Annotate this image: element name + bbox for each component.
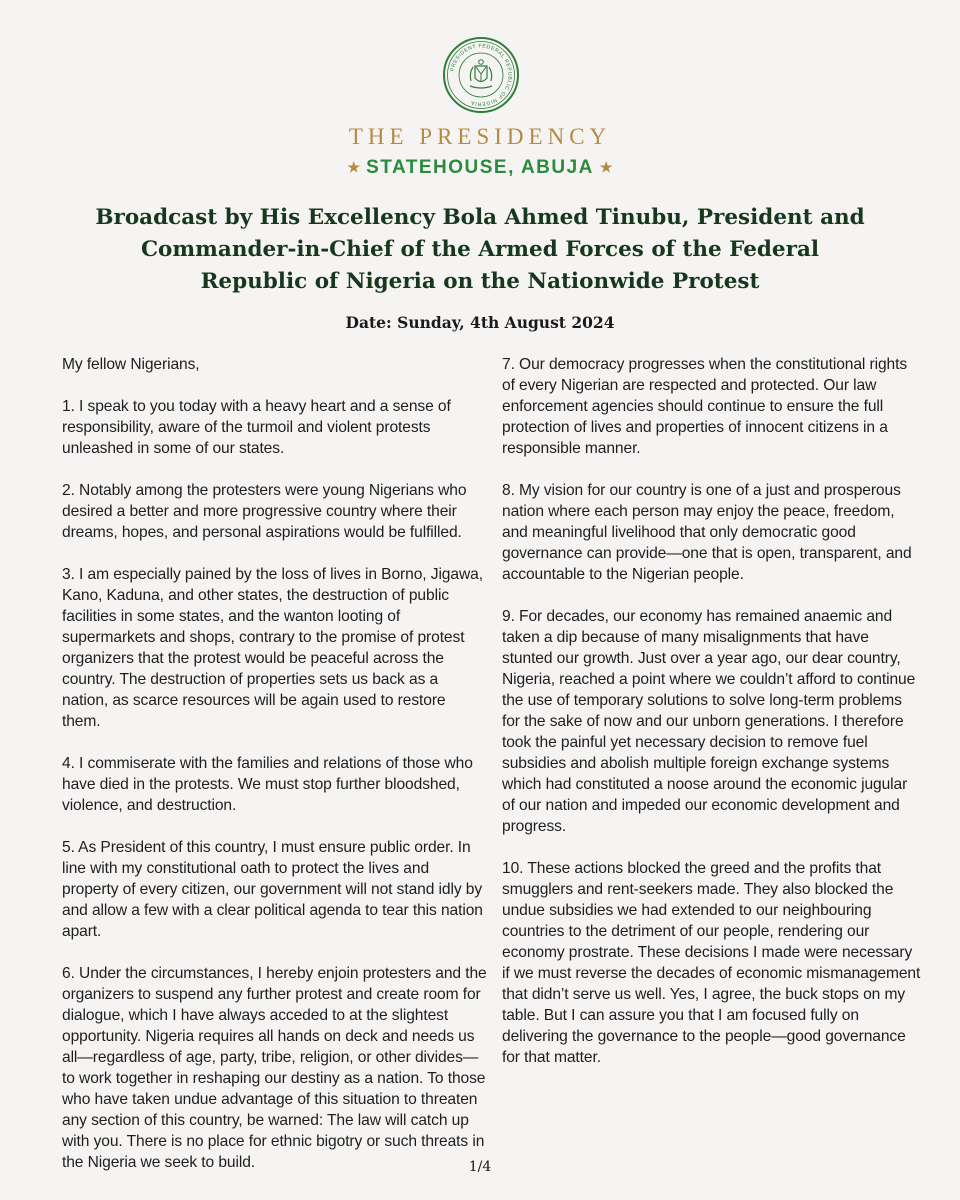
paragraph: 1. I speak to you today with a heavy heart and a sense of responsibility, aware of the turmoil and violent protests unleashed in some of our states. xyxy=(62,398,451,457)
paragraph: 5. As President of this country, I must ensure public order. In line with my constitutional oath to protect the lives and property of every citizen, our government will not stand idly by and allow a few with a clear political agenda to tear this nation apart. xyxy=(62,839,483,940)
statehouse-label: STATEHOUSE, ABUJA xyxy=(366,157,594,178)
coat-of-arms-seal-icon xyxy=(442,36,520,114)
seal-text: PRESIDENT FEDERAL REPUBLIC OF NIGERIA xyxy=(449,43,513,107)
left-column xyxy=(62,354,487,1194)
paragraph: 9. For decades, our economy has remained anaemic and taken a dip because of many misalignments that have stunted our growth. Just over a year ago, our dear country, Nigeria, reached a point where we couldn’t afford to continue the use of temporary solutions to solve long-term problems for the sake of now and our unborn generations. I therefore took the painful yet necessary decision to remove fuel subsidies and abolish multiple foreign exchange systems which had constituted a noose around the economic jugular of our nation and impeded our economic development and progress. xyxy=(502,608,916,835)
paragraph: 3. I am especially pained by the loss of lives in Borno, Jigawa, Kano, Kaduna, and other states, the destruction of public facilities in some states, and the wanton looting of supermarkets and shops, contrary to the promise of protest organizers that the protest would be peaceful across the country. The destruction of properties sets us back as a nation, as scarce resources will be again used to restore them. xyxy=(62,566,483,730)
paragraph: 6. Under the circumstances, I hereby enjoin protesters and the organizers to suspend any further protest and create room for dialogue, which I have always acceded to at the slightest opportunity. Nigeria requires all hands on deck and needs us all—regardless of age, party, tribe, religion, or other divides—to work together in reshaping our destiny as a nation. To those who have taken undue advantage of this situation to threaten any section of this country, be warned: The law will catch up with you. There is no place for ethnic bigotry or such threats in the Nigeria we seek to build. xyxy=(62,965,487,1171)
paragraph: 2. Notably among the protesters were young Nigerians who desired a better and more progressive country where their dreams, hopes, and personal aspirations would be fulfilled. xyxy=(62,482,467,541)
star-icon: ★ xyxy=(599,159,613,175)
paragraph: 10. These actions blocked the greed and the profits that smugglers and rent-seekers made. They also blocked the undue subsidies we had extended to our neighbouring countries to the detriment of our people, rendering our economy prostrate. These decisions I made were necessary if we must reverse the decades of economic mismanagement that didn’t serve us well. Yes, I agree, the buck stops on my table. But I can assure you that I am focused fully on delivering the governance to the people—good governance for that matter. xyxy=(502,860,921,1066)
right-column xyxy=(502,354,922,1089)
statehouse-subheading xyxy=(0,157,960,179)
presidency-heading: THE PRESIDENCY xyxy=(348,124,612,149)
paragraph: 8. My vision for our country is one of a just and prosperous nation where each person may enjoy the peace, freedom, and meaningful livelihood that only democratic good governance can provide—one that is open, transparent, and accountable to the Nigerian people. xyxy=(502,482,912,583)
paragraph: My fellow Nigerians, xyxy=(62,356,200,373)
page-number: 1/4 xyxy=(468,1159,492,1175)
paragraph: 4. I commiserate with the families and relations of those who have died in the protests. We must stop further bloodshed, violence, and destruction. xyxy=(62,755,473,814)
paragraph: 7. Our democracy progresses when the constitutional rights of every Nigerian are respected and protected. Our law enforcement agencies should continue to ensure the full protection of lives and properties of innocent citizens in a responsible manner. xyxy=(502,356,908,457)
star-icon: ★ xyxy=(347,159,361,175)
document-date: Date: Sunday, 4th August 2024 xyxy=(345,313,615,332)
document-title: Broadcast by His Excellency Bola Ahmed Tinubu, President and Commander-in-Chief of the Armed Forces of the Federal Republic of Nigeria on the Nationwide Protest xyxy=(95,205,865,294)
